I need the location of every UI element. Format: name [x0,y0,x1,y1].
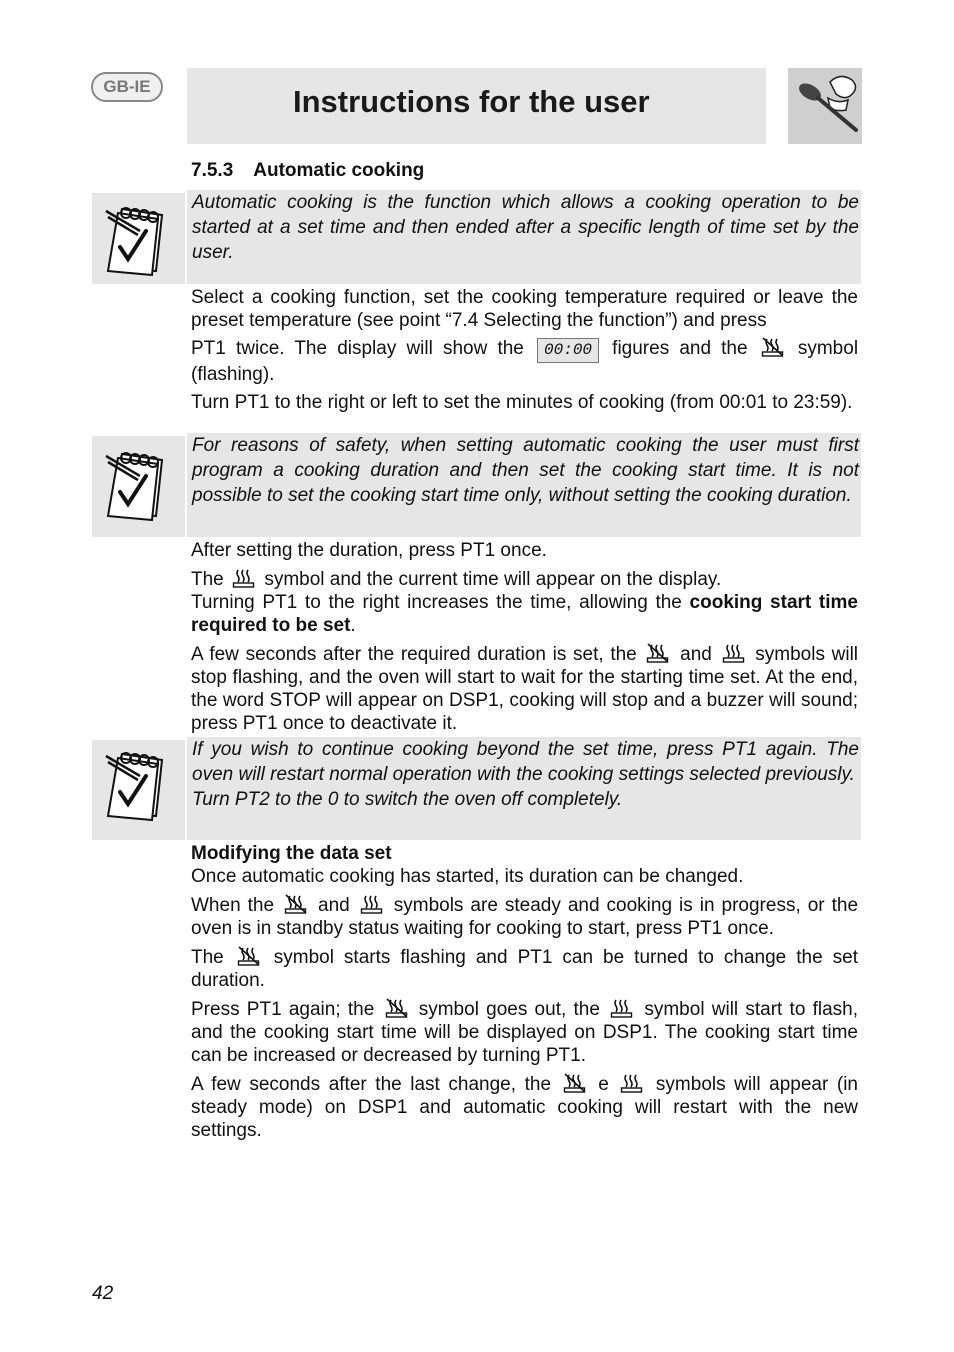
paragraph: After setting the duration, press PT1 once. [191,540,547,561]
text-span: symbol will start to flash, and the cooking start time will be displayed on DSP1. The cooking start time can be increased or decreased by turning PT1. [191,999,859,1066]
paragraph [191,945,858,992]
text-span: A few seconds after the last change, the [191,1074,552,1095]
cooking-end-symbol-icon [563,1072,587,1094]
section-number: 7.5.3 [191,160,234,181]
text-span: Turning PT1 to the right increases the time, allowing the [191,592,682,613]
text-span: symbol and the current time will appear on the display. [264,569,722,590]
notepad-check-icon [100,201,170,277]
body-section-3 [191,842,858,1147]
paragraph [191,336,858,386]
cooking-start-symbol-icon [360,893,384,915]
text-span: The [191,947,224,968]
text-span: symbol goes out, the [418,999,600,1020]
text-span: symbol starts flashing and PT1 can be turned to change the set duration. [191,947,858,991]
notepad-check-icon [100,446,170,522]
cooking-start-symbol-icon [722,642,746,664]
display-digits-icon: 00:00 [537,338,599,363]
bold-span: cooking start time required to be set [191,592,858,636]
text-span: and [680,644,712,665]
text-span: figures and the [612,338,748,359]
chef-spoon-icon [788,68,862,144]
text-span: . [350,615,356,636]
cooking-end-symbol-icon [646,642,670,664]
cooking-end-symbol-icon [284,893,308,915]
note-1-text: Automatic cooking is the function which allows a cooking operation to be started at a set time and then ended after a specific length of time set by the user. [192,192,859,263]
paragraph: Once automatic cooking has started, its duration can be changed. [191,866,744,887]
text-span: symbols are steady and cooking is in progress, or the oven is in standby status waiting for cooking to start, press PT1 once. [191,895,859,939]
section-title [191,160,424,182]
paragraph [191,997,858,1067]
paragraph: Select a cooking function, set the cooking temperature required or leave the preset temperature (see point “7.4 Selecting the function”) and press [191,287,858,331]
note-3-text-2: Turn PT2 to the 0 to switch the oven off completely. [192,789,623,810]
note-box-icon-2 [92,436,185,537]
cooking-start-symbol-icon [620,1072,644,1094]
cooking-end-symbol-icon [761,336,785,358]
text-span: and [318,895,350,916]
page-title: Instructions for the user [293,84,650,119]
paragraph: Turn PT1 to the right or left to set the minutes of cooking (from 00:01 to 23:59). [191,392,853,413]
note-2 [187,433,861,537]
region-badge: GB-IE [91,72,163,102]
text-span: e [598,1074,609,1095]
text-span: symbols will appear (in steady mode) on DSP1 and automatic cooking will restart with the new settings. [191,1074,858,1141]
text-span: When the [191,895,275,916]
page-number: 42 [92,1283,114,1304]
paragraph [191,567,858,591]
note-box-icon-1 [92,193,185,284]
body-section-2 [191,539,858,740]
text-span: Press PT1 again; the [191,999,375,1020]
section-heading: Automatic cooking [253,160,425,181]
cooking-start-symbol-icon [610,997,634,1019]
header-bar [187,68,766,144]
text-span: The [191,569,224,590]
note-box-icon-3 [92,740,185,840]
notepad-check-icon [100,746,170,822]
cooking-end-symbol-icon [385,997,409,1019]
subheading [191,842,858,865]
text-span: symbol (flashing). [191,338,859,385]
note-3 [187,737,861,840]
body-section-1 [191,286,858,419]
cooking-start-symbol-icon [232,567,256,589]
paragraph [191,642,858,735]
cooking-end-symbol-icon [237,945,261,967]
paragraph [191,591,858,637]
note-2-text: For reasons of safety, when setting automatic cooking the user must first program a cooking duration and then set the cooking start time. It is not possible to set the cooking start time only, without setting the cooking duration. [192,435,859,506]
text-span: PT1 twice. The display will show the [191,338,524,359]
note-1 [187,190,861,284]
note-3-text: If you wish to continue cooking beyond the set time, press PT1 again. The oven will restart normal operation with the cooking settings selected previously. [192,739,859,785]
text-span: symbols will stop flashing, and the oven will start to wait for the starting time set. At the end, the word STOP will appear on DSP1, cooking will stop and a buzzer will sound; press PT1 once to deactivate it. [191,644,859,734]
mod-heading: Modifying the data set [191,843,392,864]
paragraph [191,1072,858,1142]
text-span: A few seconds after the required duration is set, the [191,644,637,665]
paragraph [191,893,858,940]
